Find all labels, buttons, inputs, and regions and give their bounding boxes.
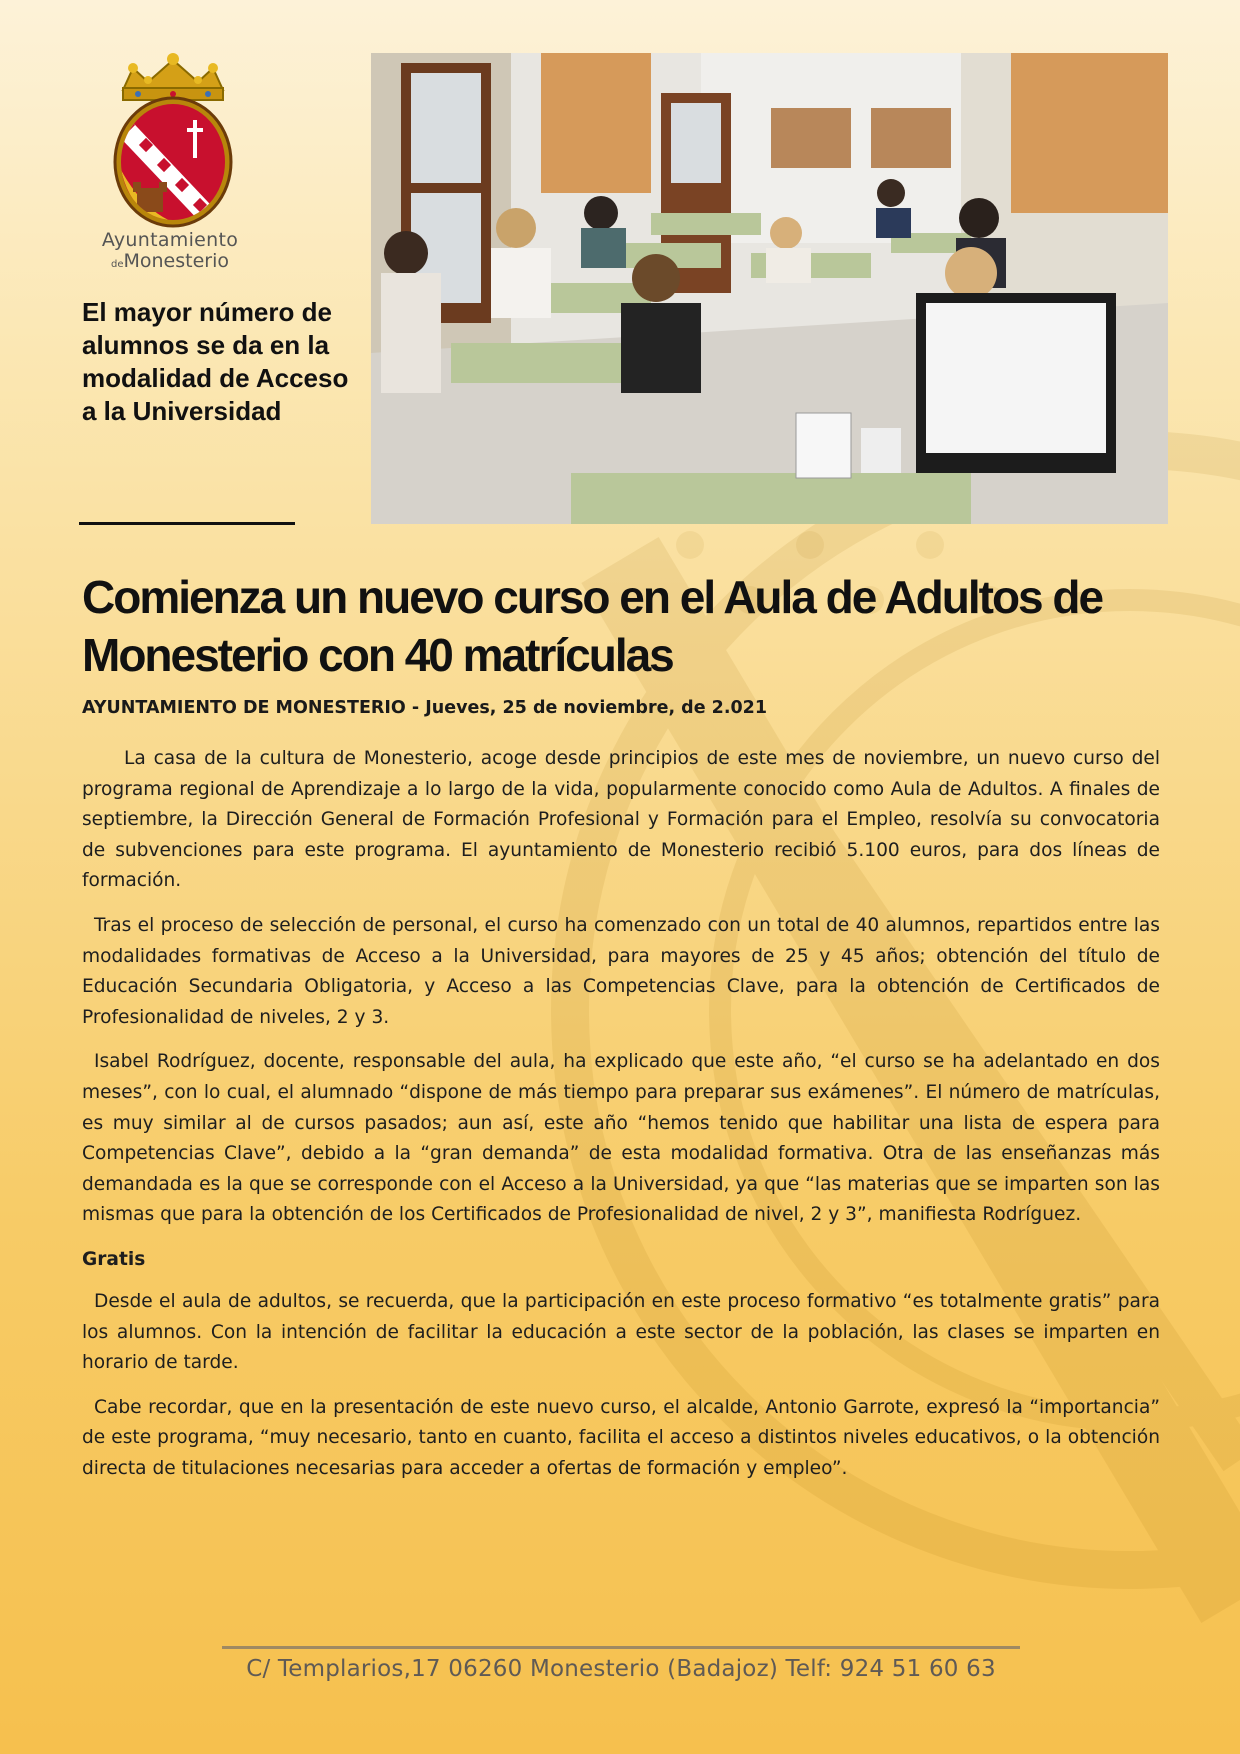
classroom-photo	[371, 53, 1168, 524]
coat-of-arms-icon	[103, 50, 243, 230]
paragraph-5: Cabe recordar, que en la presentación de este nuevo curso, el alcalde, Antonio Garrote, expresó la “importancia” de este programa, “muy necesario, tanto en cuanto, facilita el acceso a distintos niveles educativos, o la obtención directa de titulaciones necesarias para acceder a ofertas de formación y empleo”.	[82, 1396, 1160, 1479]
article-headline: Comienza un nuevo curso en el Aula de Adultos de Monesterio con 40 matrículas	[82, 571, 1103, 681]
logo-line1: Ayuntamiento	[101, 229, 239, 251]
paragraph-1: La casa de la cultura de Monesterio, acoge desde principios de este mes de noviembre, un nuevo curso del programa regional de Aprendizaje a lo largo de la vida, popularmente conocido como Aula de Adultos. A finales de septiembre, la Dirección General de Formación Profesional y Formación para el Empleo, resolvía su convocatoria de subvenciones para este programa. El ayuntamiento de Monesterio recibió 5.100 euros, para dos líneas de formación.	[82, 748, 1160, 892]
divider	[79, 522, 295, 525]
article-byline: AYUNTAMIENTO DE MONESTERIO - Jueves, 25 de noviembre, de 2.021	[82, 698, 768, 718]
paragraph-4: Desde el aula de adultos, se recuerda, que la participación en este proceso formativo “es totalmente gratis” para los alumnos. Con la intención de facilitar la educación a este sector de la población, las clases se imparten en horario de tarde.	[82, 1290, 1160, 1374]
footer-address: C/ Templarios,17 06260 Monesterio (Badajoz) Telf: 924 51 60 63	[246, 1656, 996, 1682]
logo-line2: deMonesterio	[110, 249, 229, 272]
crown-icon	[123, 53, 223, 100]
footer-divider	[222, 1646, 1020, 1649]
article-body	[82, 744, 1160, 1498]
paragraph-2: Tras el proceso de selección de personal, el curso ha comenzado con un total de 40 alumnos, repartidos entre las modalidades formativas de Acceso a la Universidad, para mayores de 25 y 45 años; obtención del título de Educación Secundaria Obligatoria, y Acceso a las Competencias Clave, para la obtención de Certificados de Profesionalidad de niveles, 2 y 3.	[82, 914, 1160, 1028]
municipal-logo	[95, 50, 255, 272]
paragraph-3: Isabel Rodríguez, docente, responsable del aula, ha explicado que este año, “el curso se ha adelantado en dos meses”, con lo cual, el alumnado “dispone de más tiempo para preparar sus exámenes”. El número de matrículas, es muy similar al de cursos pasados; aun así, este año “hemos tenido que habilitar una lista de espera para Competencias Clave”, debido a la “gran demanda” de esta modalidad formativa. Otra de las enseñanzas más demandada es la que se corresponde con el Acceso a la Universidad, ya que “las materias que se imparten son las mismas que para la obtención de los Certificados de Profesionalidad de nivel, 2 y 3”, manifiesta Rodríguez.	[82, 1051, 1160, 1226]
subheading: Gratis	[82, 1248, 146, 1270]
pull-quote: El mayor número de alumnos se da en la modalidad de Acceso a la Universidad	[82, 297, 349, 426]
